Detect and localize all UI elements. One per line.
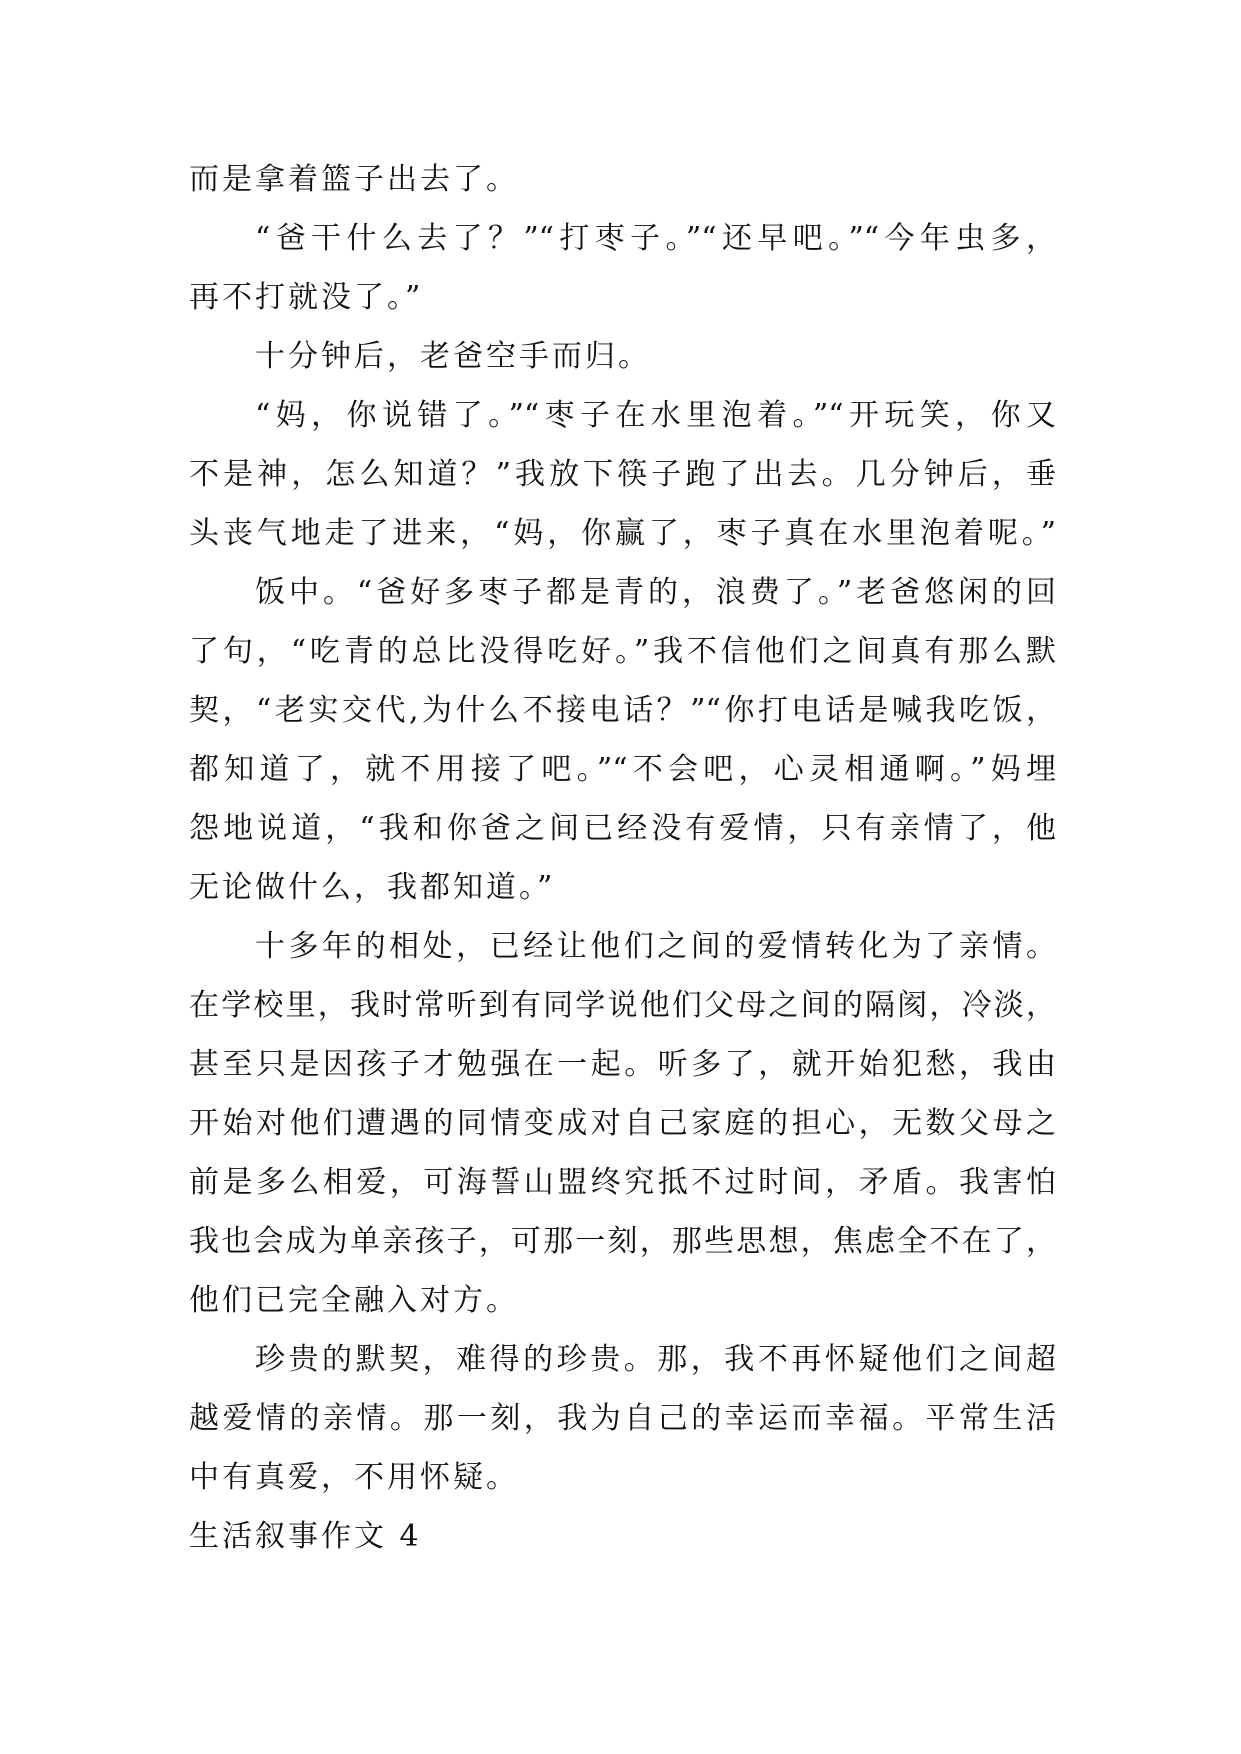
text-line: 我也会成为单亲孩子，可那一刻，那些思想，焦虑全不在了，: [189, 1224, 1056, 1259]
text-line: 他们已完全融入对方。: [189, 1283, 519, 1318]
text-line: 怨地说道，“我和你爸之间已经没有爱情，只有亲情了，他: [189, 811, 1056, 846]
text-line: 头丧气地走了进来，“妈，你赢了，枣子真在水里泡着呢。”: [189, 516, 1056, 551]
text-line: 甚至只是因孩子才勉强在一起。听多了，就开始犯愁，我由: [189, 1047, 1056, 1082]
text-line: 无论做什么，我都知道。”: [189, 870, 556, 905]
text-line: “妈，你说错了。”“枣子在水里泡着。”“开玩笑，你又: [255, 398, 1056, 433]
text-line: 再不打就没了。”: [189, 280, 424, 315]
paragraph: [189, 1330, 1056, 1507]
text-line: 不是神，怎么知道？”我放下筷子跑了出去。几分钟后，垂: [189, 457, 1056, 492]
text-line: 越爱情的亲情。那一刻，我为自己的幸运而幸福。平常生活: [189, 1401, 1056, 1436]
text-line: 珍贵的默契，难得的珍贵。那，我不再怀疑他们之间超: [255, 1342, 1056, 1377]
text-line: 中有真爱，不用怀疑。: [189, 1460, 519, 1495]
text-line: 而是拿着篮子出去了。: [189, 162, 519, 197]
text-line: “爸干什么去了？”“打枣子。”“还早吧。”“今年虫多，: [255, 221, 1056, 256]
text-line: 十多年的相处，已经让他们之间的爱情转化为了亲情。: [255, 929, 1056, 964]
paragraph: [189, 386, 1056, 563]
text-line: 饭中。“爸好多枣子都是青的，浪费了。”老爸悠闲的回: [255, 575, 1056, 610]
paragraph: [189, 150, 1056, 209]
paragraph: [189, 917, 1056, 1330]
paragraph: [189, 563, 1056, 917]
text-line: 前是多么相爱，可海誓山盟终究抵不过时间，矛盾。我害怕: [189, 1165, 1056, 1200]
text-line: 都知道了，就不用接了吧。”“不会吧，心灵相通啊。”妈埋: [189, 752, 1056, 787]
section-heading: 生活叙事作文 4: [189, 1519, 422, 1554]
text-line: 十分钟后，老爸空手而归。: [255, 339, 651, 374]
paragraph: [189, 327, 1056, 386]
paragraph: [189, 209, 1056, 327]
text-line: 契，“老实交代,为什么不接电话？”“你打电话是喊我吃饭，: [189, 693, 1056, 728]
text-line: 开始对他们遭遇的同情变成对自己家庭的担心，无数父母之: [189, 1106, 1056, 1141]
text-line: 了句，“吃青的总比没得吃好。”我不信他们之间真有那么默: [189, 634, 1056, 669]
text-line: 在学校里，我时常听到有同学说他们父母之间的隔阂，冷淡，: [189, 988, 1056, 1023]
document-body: [189, 150, 1056, 1566]
